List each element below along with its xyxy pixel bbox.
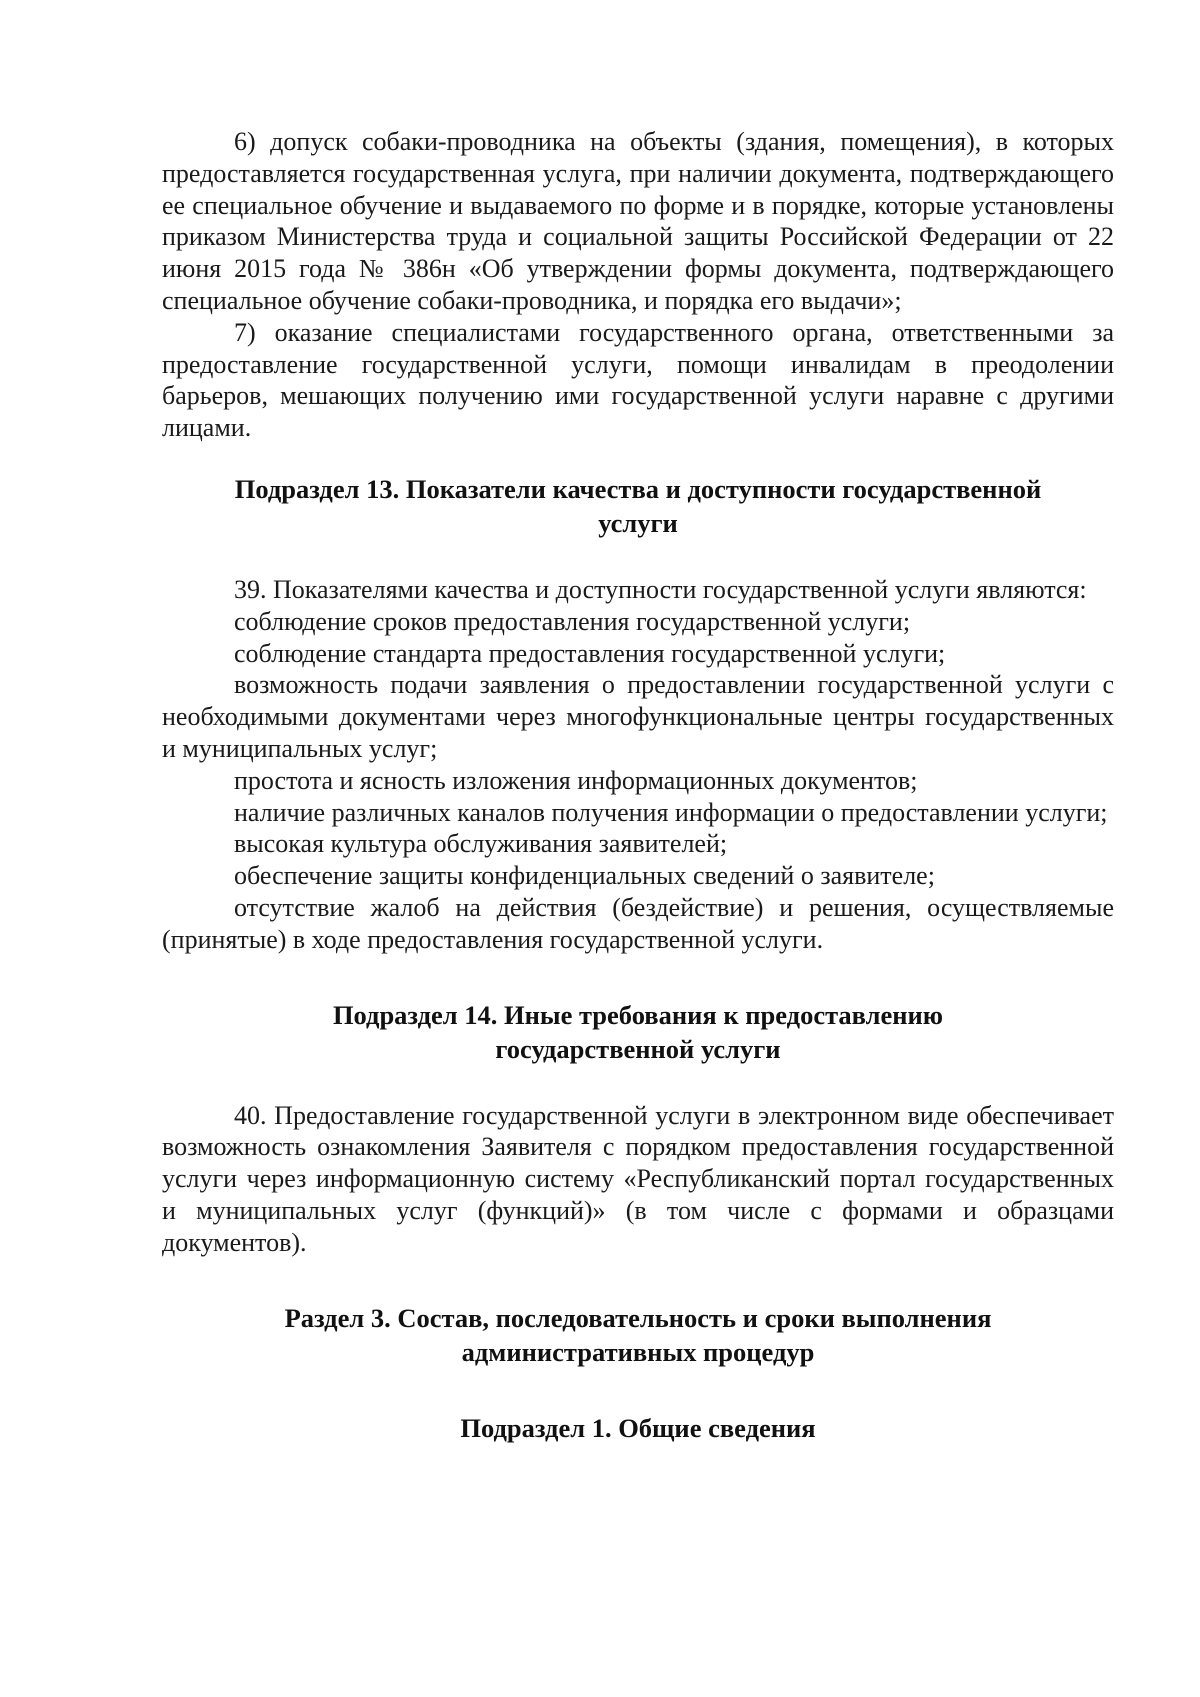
list-item-clarity: простота и ясность изложения информационных документов; <box>234 765 918 795</box>
list-item-no-complaints: отсутствие жалоб на действия (бездействие) и решения, осуществляемые (принятые) в ходе предоставления государственной услуги. <box>162 892 1114 954</box>
document-page <box>162 126 1114 1445</box>
list-item-culture: высокая культура обслуживания заявителей; <box>234 829 728 859</box>
section-3-heading-line1: Раздел 3. Состав, последовательность и сроки выполнения <box>284 1302 992 1333</box>
paragraph-40: 40. Предоставление государственной услуги в электронном виде обеспечивает возможность ознакомления Заявителя с порядком предоставления государственной услуги через информационную систему «Республиканский портал государственных и муниципальных услуг (функций)» (в том числе с формами и образцами документов). <box>162 1100 1114 1257</box>
section-3-heading-line2: административных процедур <box>461 1336 815 1367</box>
subsection-13-heading-line2: услуги <box>598 507 678 538</box>
subsection-1-heading: Подраздел 1. Общие сведения <box>460 1412 816 1443</box>
paragraph-39: 39. Показателями качества и доступности государственной услуги являются: <box>234 574 1087 604</box>
list-item-application: возможность подачи заявления о предоставлении государственной услуги с необходимыми документами через многофункциональные центры государственных и муниципальных услуг; <box>162 670 1114 763</box>
subsection-13-heading <box>162 472 1114 540</box>
paragraph-item-7: 7) оказание специалистами государственного органа, ответственными за предоставление государственной услуги, помощи инвалидам в преодолении барьеров, мешающих получению ими государственной услуги наравне с другими лицами. <box>162 317 1114 443</box>
subsection-14-heading-line1: Подраздел 14. Иные требования к предоставлению <box>332 999 944 1030</box>
list-item-channels: наличие различных каналов получения информации о предоставлении услуги; <box>234 797 1108 827</box>
subsection-13-heading-line1: Подраздел 13. Показатели качества и доступности государственной <box>234 473 1042 504</box>
section-3-heading <box>162 1301 1114 1369</box>
subsection-14-heading <box>162 998 1114 1066</box>
list-item-confidentiality: обеспечение защиты конфиденциальных сведений о заявителе; <box>234 861 935 891</box>
paragraph-item-6: 6) допуск собаки-проводника на объекты (здания, помещения), в которых предоставляется государственная услуга, при наличии документа, подтверждающего ее специальное обучение и выдаваемого по форме и в порядке, которые установлены приказом Министерства труда и социальной защиты Российской Федерации от 22 июня 2015 года № 386н «Об утверждении формы документа, подтверждающего специальное обучение собаки-проводника, и порядка его выдачи»; <box>162 127 1114 315</box>
subsection-14-heading-line2: государственной услуги <box>495 1033 781 1064</box>
list-item-deadlines: соблюдение сроков предоставления государственной услуги; <box>234 606 911 636</box>
list-item-standard: соблюдение стандарта предоставления государственной услуги; <box>234 638 946 668</box>
